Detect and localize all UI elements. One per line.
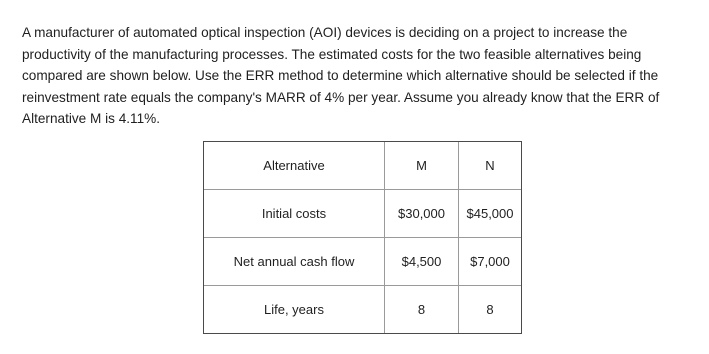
row-label-net-annual-cash-flow: Net annual cash flow xyxy=(204,238,385,286)
problem-line: Alternative M is 4.11%. xyxy=(22,111,161,127)
problem-line: compared are shown below. Use the ERR method to determine which alternative should be selected if the xyxy=(22,68,659,84)
cell-m-life-years: 8 xyxy=(385,286,459,334)
table-row xyxy=(204,238,522,286)
cell-m-initial-costs: $30,000 xyxy=(385,190,459,238)
row-label-initial-costs: Initial costs xyxy=(204,190,385,238)
problem-line: reinvestment rate equals the company's MARR of 4% per year. Assume you already know that the ERR of xyxy=(22,89,660,105)
header-alternative: Alternative xyxy=(204,142,385,190)
cell-m-net-annual-cash-flow: $4,500 xyxy=(385,238,459,286)
table-row xyxy=(204,190,522,238)
cell-n-net-annual-cash-flow: $7,000 xyxy=(459,238,522,286)
problem-statement xyxy=(22,22,702,130)
row-label-life-years: Life, years xyxy=(204,286,385,334)
problem-line: A manufacturer of automated optical inspection (AOI) devices is deciding on a project to increase the xyxy=(22,25,628,40)
problem-paragraph xyxy=(22,22,702,130)
cell-n-initial-costs: $45,000 xyxy=(459,190,522,238)
problem-line: productivity of the manufacturing processes. The estimated costs for the two feasible alternatives being xyxy=(22,46,642,62)
header-m: M xyxy=(385,142,459,190)
alternatives-table xyxy=(203,141,522,334)
header-n: N xyxy=(459,142,522,190)
table-header-row xyxy=(204,142,522,190)
table-row xyxy=(204,286,522,334)
cell-n-life-years: 8 xyxy=(459,286,522,334)
